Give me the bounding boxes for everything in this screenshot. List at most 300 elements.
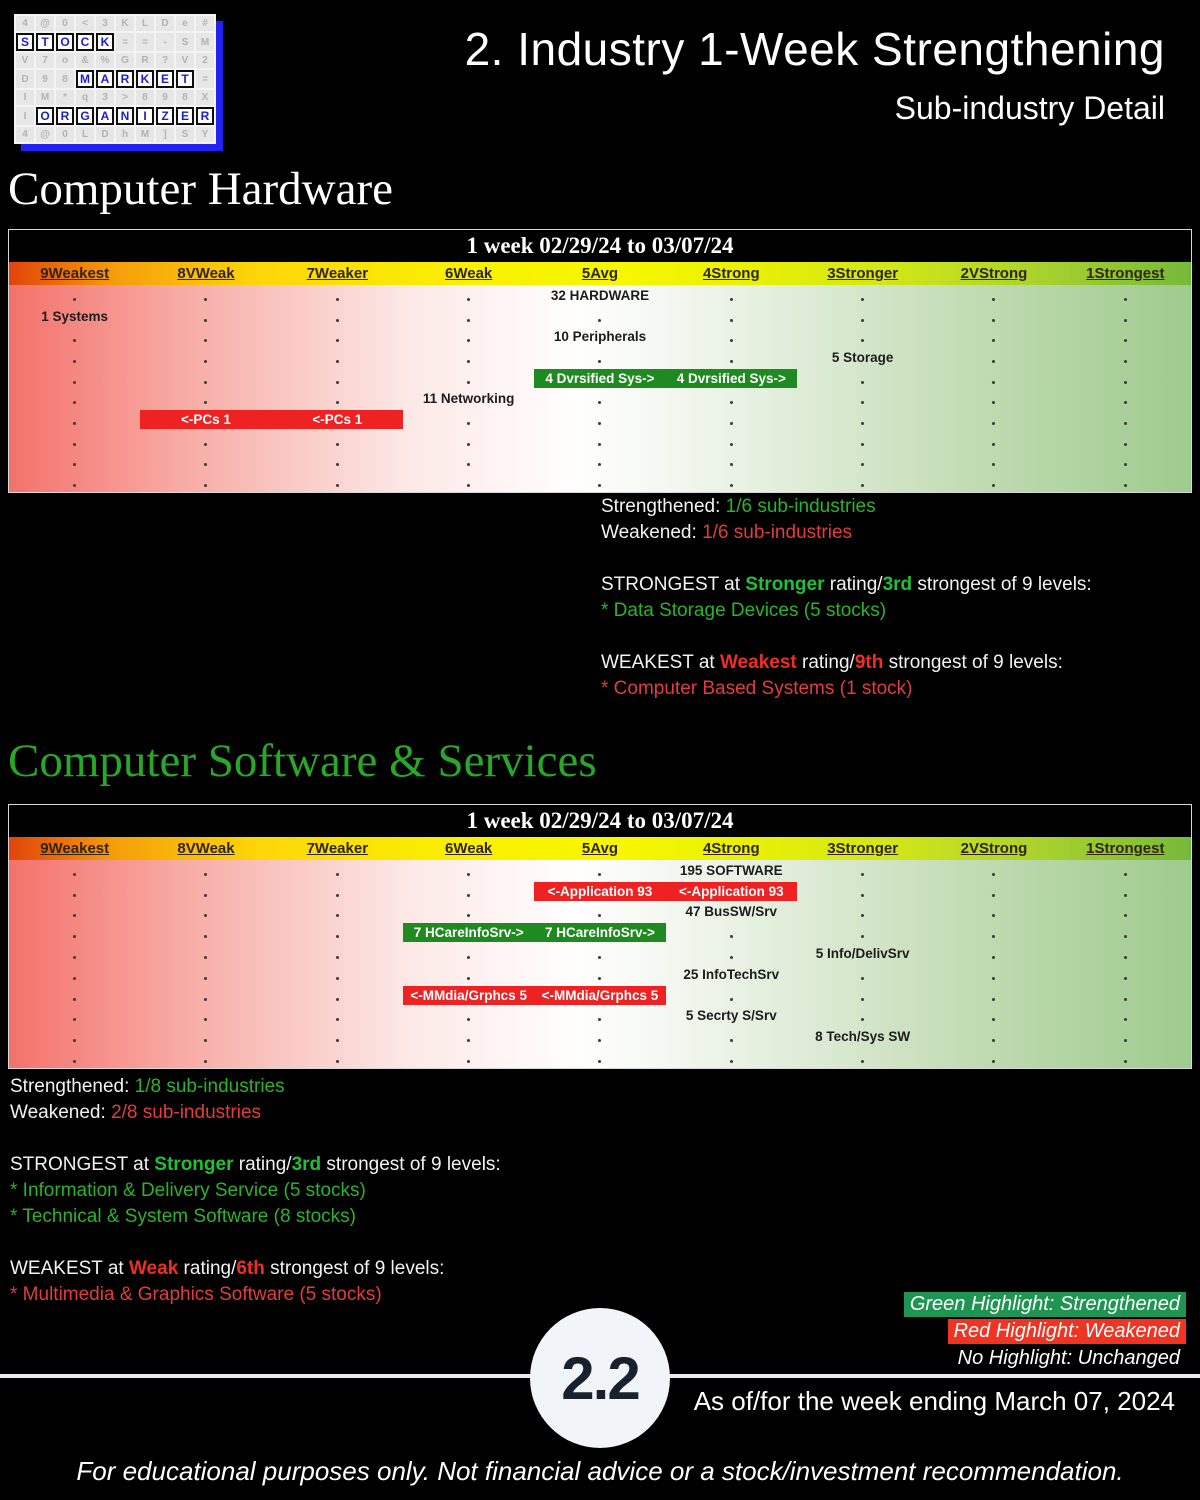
legend-item: Green Highlight: Strengthened bbox=[904, 1292, 1186, 1317]
table-cell bbox=[928, 368, 1059, 389]
table-cell bbox=[9, 347, 140, 368]
table-cell bbox=[403, 347, 534, 368]
sub-industry-label: 4 Dvrsified Sys-> bbox=[676, 370, 786, 386]
table-cell bbox=[797, 922, 928, 943]
empty-dot bbox=[1124, 443, 1127, 446]
weakened-highlight bbox=[534, 986, 665, 1005]
table-cell bbox=[272, 922, 403, 943]
logo-bg-tile: 4 bbox=[16, 127, 34, 142]
table-cell bbox=[9, 326, 140, 347]
empty-dot bbox=[730, 484, 733, 487]
empty-dot bbox=[204, 381, 207, 384]
empty-dot bbox=[467, 298, 470, 301]
column-header-3stronger: 3Stronger bbox=[827, 265, 899, 282]
table-cell bbox=[9, 943, 140, 964]
table-cell bbox=[534, 347, 665, 368]
empty-dot bbox=[73, 998, 76, 1001]
empty-dot bbox=[730, 422, 733, 425]
summary-segment: WEAKEST at bbox=[601, 652, 720, 673]
sub-industry-label: 4 Dvrsified Sys-> bbox=[545, 370, 655, 386]
sub-industry-label: 25 InfoTechSrv bbox=[683, 966, 780, 982]
logo-bg-tile: @ bbox=[36, 16, 54, 31]
empty-dot bbox=[73, 443, 76, 446]
empty-dot bbox=[467, 977, 470, 980]
empty-dot bbox=[204, 1060, 207, 1063]
empty-dot bbox=[861, 339, 864, 342]
table-cell bbox=[666, 430, 797, 451]
table-cell bbox=[272, 430, 403, 451]
empty-dot bbox=[467, 1018, 470, 1021]
logo-word-tile: I bbox=[136, 107, 154, 125]
empty-dot bbox=[467, 956, 470, 959]
table-cell bbox=[9, 285, 140, 306]
strengthened-highlight bbox=[403, 923, 534, 942]
table-cell bbox=[403, 1026, 534, 1047]
empty-dot bbox=[598, 1018, 601, 1021]
strengthened-highlight bbox=[666, 369, 797, 388]
summary-line bbox=[10, 1204, 501, 1230]
empty-dot bbox=[336, 484, 339, 487]
table-cell bbox=[666, 943, 797, 964]
empty-dot bbox=[467, 1060, 470, 1063]
empty-dot bbox=[730, 998, 733, 1001]
empty-dot bbox=[861, 443, 864, 446]
summary-segment: 2/8 sub-industries bbox=[111, 1102, 262, 1123]
table-row bbox=[9, 964, 1191, 985]
empty-dot bbox=[204, 360, 207, 363]
logo-bg-tile: L bbox=[136, 16, 154, 31]
column-header-6weak: 6Weak bbox=[445, 265, 493, 282]
table-cell bbox=[1060, 964, 1191, 985]
empty-dot bbox=[204, 977, 207, 980]
sub-industry-label: 7 HCareInfoSrv-> bbox=[545, 925, 655, 941]
empty-dot bbox=[1124, 935, 1127, 938]
table-row bbox=[9, 881, 1191, 902]
summary-computer-hardware bbox=[601, 494, 1092, 702]
empty-dot bbox=[1124, 298, 1127, 301]
sub-industry-label: <-Application 93 bbox=[547, 883, 653, 899]
empty-dot bbox=[73, 956, 76, 959]
empty-dot bbox=[730, 339, 733, 342]
empty-dot bbox=[992, 873, 995, 876]
empty-dot bbox=[73, 1018, 76, 1021]
empty-dot bbox=[730, 360, 733, 363]
empty-dot bbox=[861, 319, 864, 322]
logo-bg-tile: V bbox=[16, 53, 34, 68]
empty-dot bbox=[992, 1039, 995, 1042]
empty-dot bbox=[730, 1039, 733, 1042]
table-cell bbox=[272, 1006, 403, 1027]
empty-dot bbox=[730, 935, 733, 938]
table-cell bbox=[666, 326, 797, 347]
empty-dot bbox=[73, 977, 76, 980]
table-week-range: 1 week 02/29/24 to 03/07/24 bbox=[9, 805, 1191, 837]
table-cell bbox=[797, 1026, 928, 1047]
column-header-6weak: 6Weak bbox=[445, 840, 493, 857]
summary-line bbox=[10, 1282, 501, 1308]
empty-dot bbox=[73, 894, 76, 897]
empty-dot bbox=[204, 914, 207, 917]
table-cell bbox=[403, 368, 534, 389]
logo-bg-tile: M bbox=[36, 90, 54, 105]
empty-dot bbox=[598, 443, 601, 446]
empty-dot bbox=[336, 956, 339, 959]
empty-dot bbox=[598, 422, 601, 425]
empty-dot bbox=[73, 914, 76, 917]
table-cell bbox=[928, 430, 1059, 451]
table-cell bbox=[9, 451, 140, 472]
empty-dot bbox=[992, 422, 995, 425]
summary-segment: strongest of 9 levels: bbox=[321, 1154, 501, 1175]
table-cell bbox=[140, 1026, 271, 1047]
column-header-8vweak: 8VWeak bbox=[177, 840, 235, 857]
logo-bg-tile: I bbox=[16, 90, 34, 105]
table-cell bbox=[140, 285, 271, 306]
summary-segment: Weakest bbox=[719, 652, 797, 673]
empty-dot bbox=[336, 381, 339, 384]
summary-segment: 3rd bbox=[291, 1154, 322, 1175]
table-cell bbox=[666, 471, 797, 492]
logo-bg-tile: q bbox=[76, 90, 94, 105]
empty-dot bbox=[73, 339, 76, 342]
empty-dot bbox=[467, 422, 470, 425]
table-cell bbox=[403, 389, 534, 410]
table-cell bbox=[534, 471, 665, 492]
table-cell bbox=[797, 368, 928, 389]
strength-table-computer-hardware bbox=[8, 229, 1192, 493]
empty-dot bbox=[992, 935, 995, 938]
table-cell bbox=[666, 409, 797, 430]
table-cell bbox=[797, 326, 928, 347]
table-cell bbox=[9, 922, 140, 943]
empty-dot bbox=[598, 484, 601, 487]
table-cell bbox=[534, 409, 665, 430]
empty-dot bbox=[204, 463, 207, 466]
table-row bbox=[9, 409, 1191, 430]
empty-dot bbox=[73, 1039, 76, 1042]
summary-segment: rating/ bbox=[233, 1154, 292, 1175]
summary-segment: Weakened: bbox=[601, 522, 703, 543]
summary-segment: Weakened: bbox=[10, 1102, 112, 1123]
logo-word-tile: C bbox=[76, 33, 94, 51]
table-cell bbox=[140, 902, 271, 923]
table-cell bbox=[272, 1026, 403, 1047]
as-of-date: As of/for the week ending March 07, 2024 bbox=[693, 1386, 1175, 1416]
table-cell bbox=[797, 389, 928, 410]
logo-bg-tile: # bbox=[196, 16, 214, 31]
empty-dot bbox=[336, 914, 339, 917]
summary-segment: rating/ bbox=[824, 574, 883, 595]
logo-bg-tile: M bbox=[136, 127, 154, 142]
empty-dot bbox=[73, 401, 76, 404]
table-row bbox=[9, 1047, 1191, 1068]
empty-dot bbox=[336, 360, 339, 363]
table-row bbox=[9, 430, 1191, 451]
table-row bbox=[9, 943, 1191, 964]
table-cell bbox=[928, 389, 1059, 410]
summary-line bbox=[10, 1256, 501, 1282]
summary-segment: 6th bbox=[236, 1258, 265, 1279]
empty-dot bbox=[861, 422, 864, 425]
table-cell bbox=[534, 860, 665, 881]
summary-line bbox=[601, 624, 1092, 650]
sub-industry-label: 5 Info/DelivSrv bbox=[815, 946, 910, 962]
table-cell bbox=[928, 860, 1059, 881]
summary-segment: 3rd bbox=[882, 574, 913, 595]
empty-dot bbox=[204, 319, 207, 322]
section-heading-computer-hardware: Computer Hardware bbox=[8, 163, 393, 215]
empty-dot bbox=[730, 298, 733, 301]
table-cell bbox=[666, 347, 797, 368]
empty-dot bbox=[336, 339, 339, 342]
summary-segment: rating/ bbox=[796, 652, 855, 673]
empty-dot bbox=[467, 1039, 470, 1042]
sub-industry-label: 32 HARDWARE bbox=[550, 287, 650, 303]
highlight-legend bbox=[904, 1292, 1186, 1371]
table-cell bbox=[1060, 902, 1191, 923]
table-cell bbox=[272, 451, 403, 472]
table-cell bbox=[666, 922, 797, 943]
logo-bg-tile: S bbox=[176, 127, 194, 142]
table-cell bbox=[140, 389, 271, 410]
empty-dot bbox=[73, 381, 76, 384]
table-cell bbox=[534, 922, 665, 943]
empty-dot bbox=[336, 1018, 339, 1021]
page-subtitle: Sub-industry Detail bbox=[894, 90, 1165, 126]
table-cell bbox=[1060, 430, 1191, 451]
logo-bg-tile: L bbox=[76, 127, 94, 142]
table-header-row bbox=[9, 262, 1191, 285]
table-row bbox=[9, 985, 1191, 1006]
table-cell bbox=[403, 922, 534, 943]
column-header-7weaker: 7Weaker bbox=[306, 840, 369, 857]
table-cell bbox=[272, 881, 403, 902]
sub-industry-label: <-Application 93 bbox=[678, 883, 784, 899]
logo-bg-tile: ] bbox=[156, 127, 174, 142]
empty-dot bbox=[1124, 873, 1127, 876]
logo-bg-tile: e bbox=[176, 16, 194, 31]
logo-bg-tile: 8 bbox=[136, 90, 154, 105]
weakened-highlight bbox=[534, 882, 665, 901]
table-cell bbox=[403, 1006, 534, 1027]
weakened-highlight bbox=[272, 410, 403, 429]
summary-segment: 9th bbox=[854, 652, 884, 673]
table-cell bbox=[1060, 451, 1191, 472]
empty-dot bbox=[336, 873, 339, 876]
empty-dot bbox=[204, 298, 207, 301]
empty-dot bbox=[861, 894, 864, 897]
logo-word-tile: K bbox=[136, 70, 154, 88]
table-cell bbox=[272, 306, 403, 327]
table-cell bbox=[1060, 1047, 1191, 1068]
table-cell bbox=[9, 1006, 140, 1027]
empty-dot bbox=[1124, 319, 1127, 322]
empty-dot bbox=[861, 401, 864, 404]
table-cell bbox=[797, 902, 928, 923]
table-cell bbox=[928, 902, 1059, 923]
table-cell bbox=[403, 285, 534, 306]
table-cell bbox=[403, 1047, 534, 1068]
table-cell bbox=[1060, 1026, 1191, 1047]
logo-word-tile: R bbox=[116, 70, 134, 88]
table-cell bbox=[9, 1047, 140, 1068]
summary-line bbox=[10, 1152, 501, 1178]
table-cell bbox=[140, 451, 271, 472]
summary-segment: Weak bbox=[128, 1258, 179, 1279]
empty-dot bbox=[467, 319, 470, 322]
empty-dot bbox=[861, 463, 864, 466]
logo-bg-tile: D bbox=[96, 127, 114, 142]
summary-segment: Strengthened: bbox=[10, 1076, 135, 1097]
logo-letter-grid bbox=[16, 16, 214, 142]
summary-line bbox=[601, 572, 1092, 598]
empty-dot bbox=[204, 873, 207, 876]
summary-segment: 1/8 sub-industries bbox=[134, 1076, 285, 1097]
summary-segment: 1/6 sub-industries bbox=[725, 496, 876, 517]
table-cell bbox=[403, 881, 534, 902]
table-cell bbox=[403, 409, 534, 430]
table-cell bbox=[9, 902, 140, 923]
table-cell bbox=[9, 368, 140, 389]
empty-dot bbox=[1124, 381, 1127, 384]
empty-dot bbox=[204, 1018, 207, 1021]
table-cell bbox=[534, 1047, 665, 1068]
empty-dot bbox=[730, 319, 733, 322]
weakened-highlight bbox=[403, 986, 534, 1005]
table-row bbox=[9, 902, 1191, 923]
weakened-highlight bbox=[666, 882, 797, 901]
column-header-1strongest: 1Strongest bbox=[1086, 265, 1165, 282]
summary-computer-software-services bbox=[10, 1074, 501, 1308]
empty-dot bbox=[598, 873, 601, 876]
table-cell bbox=[666, 964, 797, 985]
logo-bg-tile: K bbox=[116, 16, 134, 31]
empty-dot bbox=[730, 463, 733, 466]
table-body bbox=[9, 860, 1191, 1068]
logo-word-tile: A bbox=[96, 107, 114, 125]
empty-dot bbox=[467, 463, 470, 466]
table-cell bbox=[140, 860, 271, 881]
empty-dot bbox=[336, 443, 339, 446]
summary-line bbox=[10, 1178, 501, 1204]
column-header-2vstrong: 2VStrong bbox=[960, 265, 1028, 282]
empty-dot bbox=[1124, 463, 1127, 466]
table-cell bbox=[928, 1047, 1059, 1068]
table-cell bbox=[272, 902, 403, 923]
column-header-4strong: 4Strong bbox=[702, 265, 760, 282]
summary-segment: * Multimedia & Graphics Software (5 stocks) bbox=[10, 1284, 382, 1305]
empty-dot bbox=[204, 894, 207, 897]
logo-bg-tile: * bbox=[56, 90, 74, 105]
sub-industry-label: 1 Systems bbox=[41, 308, 109, 324]
table-cell bbox=[140, 347, 271, 368]
table-cell bbox=[797, 471, 928, 492]
table-cell bbox=[928, 326, 1059, 347]
logo-bg-tile: 8 bbox=[176, 90, 194, 105]
table-cell bbox=[534, 326, 665, 347]
table-row bbox=[9, 1026, 1191, 1047]
summary-segment: rating/ bbox=[178, 1258, 237, 1279]
table-cell bbox=[140, 306, 271, 327]
table-cell bbox=[9, 860, 140, 881]
table-cell bbox=[534, 985, 665, 1006]
empty-dot bbox=[336, 319, 339, 322]
table-cell bbox=[1060, 409, 1191, 430]
summary-line bbox=[10, 1074, 501, 1100]
table-cell bbox=[666, 389, 797, 410]
table-cell bbox=[140, 368, 271, 389]
logo-bg-tile: 2 bbox=[196, 53, 214, 68]
table-row bbox=[9, 326, 1191, 347]
table-cell bbox=[534, 306, 665, 327]
strengthened-highlight bbox=[534, 369, 665, 388]
empty-dot bbox=[730, 443, 733, 446]
logo-bg-tile: - bbox=[156, 33, 174, 51]
summary-segment: WEAKEST at bbox=[10, 1258, 129, 1279]
table-cell bbox=[797, 1006, 928, 1027]
summary-segment: Strengthened: bbox=[601, 496, 726, 517]
empty-dot bbox=[861, 1060, 864, 1063]
empty-dot bbox=[204, 1039, 207, 1042]
table-cell bbox=[9, 471, 140, 492]
table-header-row bbox=[9, 837, 1191, 860]
sub-industry-label: <-MMdia/Grphcs 5 bbox=[410, 987, 527, 1003]
logo-word-tile: Z bbox=[156, 107, 174, 125]
table-cell bbox=[928, 985, 1059, 1006]
empty-dot bbox=[467, 484, 470, 487]
empty-dot bbox=[73, 484, 76, 487]
logo-bg-tile: > bbox=[116, 90, 134, 105]
empty-dot bbox=[992, 401, 995, 404]
empty-dot bbox=[467, 894, 470, 897]
empty-dot bbox=[861, 381, 864, 384]
empty-dot bbox=[992, 894, 995, 897]
table-cell bbox=[928, 881, 1059, 902]
section-heading-computer-software-services: Computer Software & Services bbox=[8, 735, 597, 787]
table-cell bbox=[666, 451, 797, 472]
table-cell bbox=[666, 860, 797, 881]
logo-bg-tile: % bbox=[96, 53, 114, 68]
sub-industry-label: <-PCs 1 bbox=[312, 412, 363, 428]
summary-line bbox=[601, 650, 1092, 676]
table-row bbox=[9, 860, 1191, 881]
empty-dot bbox=[73, 935, 76, 938]
table-cell bbox=[272, 409, 403, 430]
logo-bg-tile: 9 bbox=[36, 70, 54, 88]
table-cell bbox=[140, 1006, 271, 1027]
table-cell bbox=[666, 306, 797, 327]
table-cell bbox=[403, 964, 534, 985]
empty-dot bbox=[861, 873, 864, 876]
summary-segment: strongest of 9 levels: bbox=[912, 574, 1092, 595]
table-cell bbox=[9, 430, 140, 451]
weakened-highlight bbox=[140, 410, 271, 429]
table-cell bbox=[928, 943, 1059, 964]
table-cell bbox=[666, 902, 797, 923]
table-cell bbox=[534, 964, 665, 985]
empty-dot bbox=[992, 360, 995, 363]
logo-bg-tile: G bbox=[116, 53, 134, 68]
logo-word-tile: R bbox=[196, 107, 214, 125]
table-cell bbox=[534, 389, 665, 410]
table-cell bbox=[797, 409, 928, 430]
logo-bg-tile: 3 bbox=[96, 90, 114, 105]
empty-dot bbox=[992, 914, 995, 917]
logo-bg-tile: @ bbox=[36, 127, 54, 142]
table-cell bbox=[403, 451, 534, 472]
table-cell bbox=[928, 1026, 1059, 1047]
empty-dot bbox=[336, 401, 339, 404]
